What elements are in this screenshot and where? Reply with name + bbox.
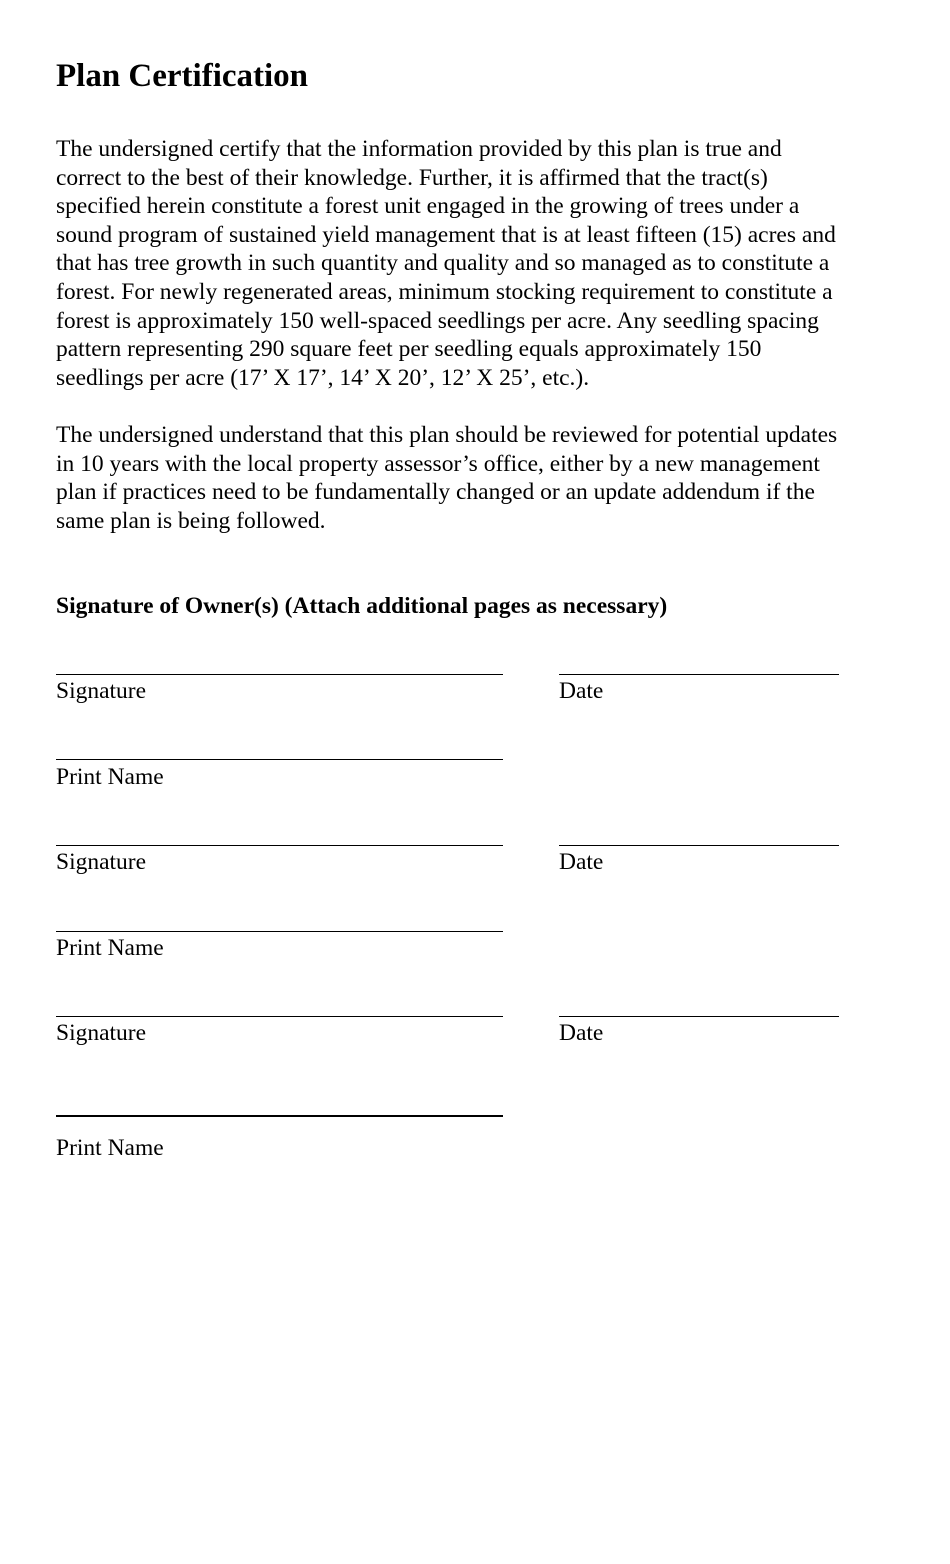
print-name-line-3[interactable]: [56, 1115, 503, 1117]
paragraph-line: that has tree growth in such quantity and quality and so managed as to constitute a: [56, 250, 830, 277]
date-line-3[interactable]: [559, 1016, 839, 1017]
date-label: Date: [559, 849, 604, 875]
paragraph-line: same plan is being followed.: [56, 507, 326, 534]
date-line-1[interactable]: [559, 674, 839, 675]
paragraph-line: seedlings per acre (17’ X 17’, 14’ X 20’, 12’ X 25’, etc.).: [56, 364, 590, 391]
signature-heading: Signature of Owner(s) (Attach additional pages as necessary): [56, 593, 668, 619]
paragraph-line: forest is approximately 150 well-spaced seedlings per acre. Any seedling spacing: [56, 307, 819, 334]
date-line-2[interactable]: [559, 845, 839, 846]
paragraph-line: The undersigned certify that the information provided by this plan is true and: [56, 136, 782, 162]
print-name-label: Print Name: [56, 935, 164, 961]
paragraph-line: correct to the best of their knowledge. Further, it is affirmed that the tract(s): [56, 164, 768, 191]
paragraph-line: in 10 years with the local property assessor’s office, either by a new management: [56, 450, 820, 477]
print-name-line-1[interactable]: [56, 759, 503, 760]
review-paragraph: [56, 421, 906, 535]
signature-label: Signature: [56, 849, 147, 875]
paragraph-line: sound program of sustained yield management that is at least fifteen (15) acres and: [56, 221, 836, 248]
signature-line-1[interactable]: [56, 674, 503, 675]
paragraph-line: specified herein constitute a forest unit engaged in the growing of trees under a: [56, 193, 800, 220]
signature-label: Signature: [56, 678, 147, 704]
print-name-label: Print Name: [56, 1135, 164, 1161]
date-label: Date: [559, 678, 604, 704]
print-name-label: Print Name: [56, 764, 164, 790]
date-label: Date: [559, 1020, 604, 1046]
signature-label: Signature: [56, 1020, 147, 1046]
paragraph-line: The undersigned understand that this plan should be reviewed for potential updates: [56, 422, 838, 448]
signature-line-2[interactable]: [56, 845, 503, 846]
page-title: Plan Certification: [56, 58, 309, 94]
certification-paragraph: [56, 135, 906, 392]
paragraph-line: pattern representing 290 square feet per seedling equals approximately 150: [56, 336, 762, 363]
signature-line-3[interactable]: [56, 1016, 503, 1017]
paragraph-line: plan if practices need to be fundamentally changed or an update addendum if the: [56, 479, 815, 506]
print-name-line-2[interactable]: [56, 931, 503, 932]
paragraph-line: forest. For newly regenerated areas, minimum stocking requirement to constitute a: [56, 278, 833, 305]
